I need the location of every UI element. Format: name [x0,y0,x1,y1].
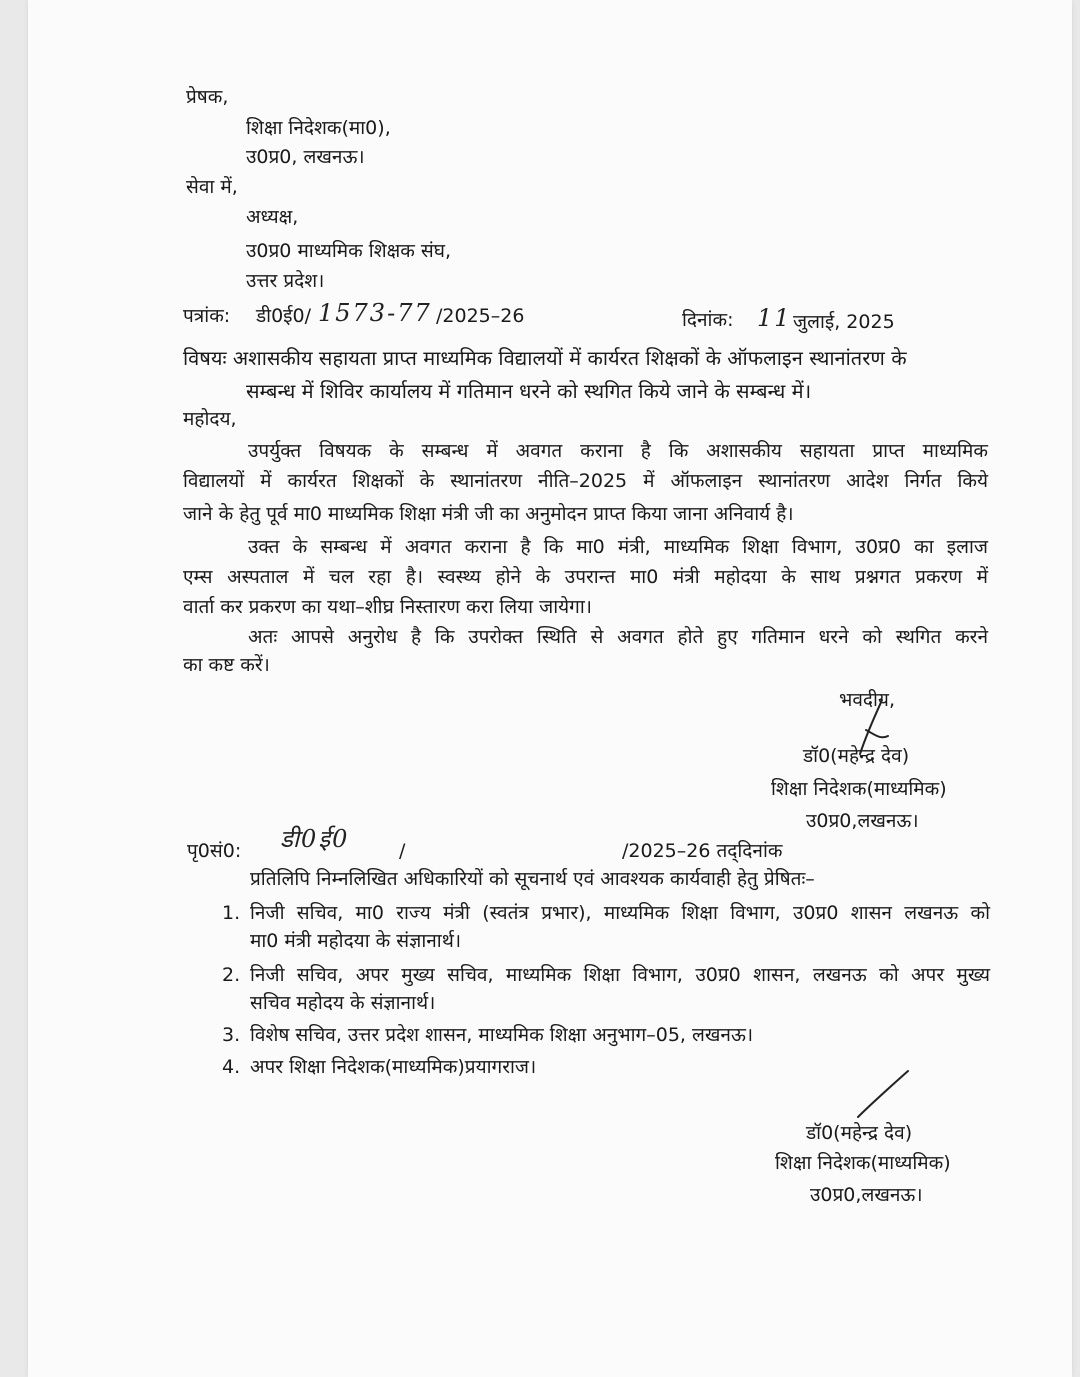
subject-line1: विषयः अशासकीय सहायता प्राप्त माध्यमिक विद्यालयों में कार्यरत शिक्षकों के ऑफलाइन स्थानांतरण के [183,346,907,370]
recipient-label: सेवा में, [186,176,238,198]
copy-item-4-number: 4. [222,1056,241,1078]
copy-item-4-line1: अपर शिक्षा निदेशक(माध्यमिक)प्रयागराज। [250,1056,537,1078]
endorsement-intro: प्रतिलिपि निम्नलिखित अधिकारियों को सूचनार्थ एवं आवश्यक कार्यवाही हेतु प्रेषितः– [250,868,815,890]
recipient-line1: अध्यक्ष, [246,206,299,228]
para2-line1: उक्त के सम्बन्ध में अवगत कराना है कि मा0 मंत्री, माध्यमिक शिक्षा विभाग, उ0प्र0 का इलाज [248,536,988,558]
signatory1-title: शिक्षा निदेशक(माध्यमिक) [771,778,947,800]
sender-line2: उ0प्र0, लखनऊ। [246,146,365,168]
para1-line3: जाने के हेतु पूर्व मा0 माध्यमिक शिक्षा मंत्री जी का अनुमोदन प्राप्त किया जाना अनिवार्य है। [183,503,794,525]
copy-item-2-line1: निजी सचिव, अपर मुख्य सचिव, माध्यमिक शिक्षा विभाग, उ0प्र0 शासन, लखनऊ को अपर मुख्य [250,964,990,986]
para3-line2: का कष्ट करें। [183,654,270,676]
signatory1-place: उ0प्र0,लखनऊ। [806,810,919,832]
endorsement-label: पृ0सं0: [187,840,242,862]
sender-label: प्रेषक, [186,86,229,108]
copy-item-1-line2: मा0 मंत्री महोदया के संज्ञानार्थ। [250,930,462,952]
signatory2-place: उ0प्र0,लखनऊ। [810,1184,923,1206]
para1-line2: विद्यालयों में कार्यरत शिक्षकों के स्थानांतरण नीति–2025 में ऑफलाइन स्थानांतरण आदेश निर्गत किये [183,470,988,492]
para2-line3: वार्ता कर प्रकरण का यथा–शीघ्र निस्तारण करा लिया जायेगा। [183,596,592,618]
copy-item-3-number: 3. [222,1024,241,1046]
endorsement-handwritten: डी0ई0 [280,825,350,853]
salutation: महोदय, [183,408,237,430]
signature-stroke-2 [850,1065,920,1125]
recipient-line2: उ0प्र0 माध्यमिक शिक्षक संघ, [246,240,452,262]
sender-line1: शिक्षा निदेशक(मा0), [246,117,391,139]
endorsement-slash: / [399,840,406,862]
signatory2-title: शिक्षा निदेशक(माध्यमिक) [775,1152,951,1174]
reference-label: पत्रांक: [183,305,231,327]
recipient-line3: उत्तर प्रदेश। [246,270,325,292]
date-label: दिनांक: [682,309,734,331]
reference-suffix: /2025–26 [436,305,525,327]
reference-handwritten-number: 1573-77 [318,299,432,327]
para3-line1: अतः आपसे अनुरोध है कि उपरोक्त स्थिति से अवगत होते हुए गतिमान धरने को स्थगित करने [248,626,988,648]
para1-line1: उपर्युक्त विषयक के सम्बन्ध में अवगत कराना है कि अशासकीय सहायता प्राप्त माध्यमिक [248,440,988,462]
copy-item-1-number: 1. [222,902,241,924]
copy-item-3-line1: विशेष सचिव, उत्तर प्रदेश शासन, माध्यमिक शिक्षा अनुभाग–05, लखनऊ। [250,1024,754,1046]
date-month-year: जुलाई, 2025 [793,311,895,333]
date-day-handwritten: 11 [757,304,792,332]
reference-prefix: डी0ई0/ [256,305,311,327]
para2-line2: एम्स अस्पताल में चल रहा है। स्वस्थ्य होने के उपरान्त मा0 मंत्री महोदया के साथ प्रश्नगत प्रकरण में [183,566,988,588]
copy-item-2-number: 2. [222,964,241,986]
subject-line2: सम्बन्ध में शिविर कार्यालय में गतिमान धरने को स्थगित किये जाने के सम्बन्ध में। [246,379,812,403]
copy-item-1-line1: निजी सचिव, मा0 राज्य मंत्री (स्वतंत्र प्रभार), माध्यमिक शिक्षा विभाग, उ0प्र0 शासन लखनऊ को [250,902,990,924]
copy-item-2-line2: सचिव महोदय के संज्ञानार्थ। [250,992,436,1014]
closing: भवदीय, [839,689,895,711]
signatory2-name: डॉ0(महेन्द्र देव) [806,1122,913,1144]
endorsement-suffix: /2025–26 तद्‌दिनांक [622,840,783,862]
signatory1-name: डॉ0(महेन्द्र देव) [803,745,910,767]
